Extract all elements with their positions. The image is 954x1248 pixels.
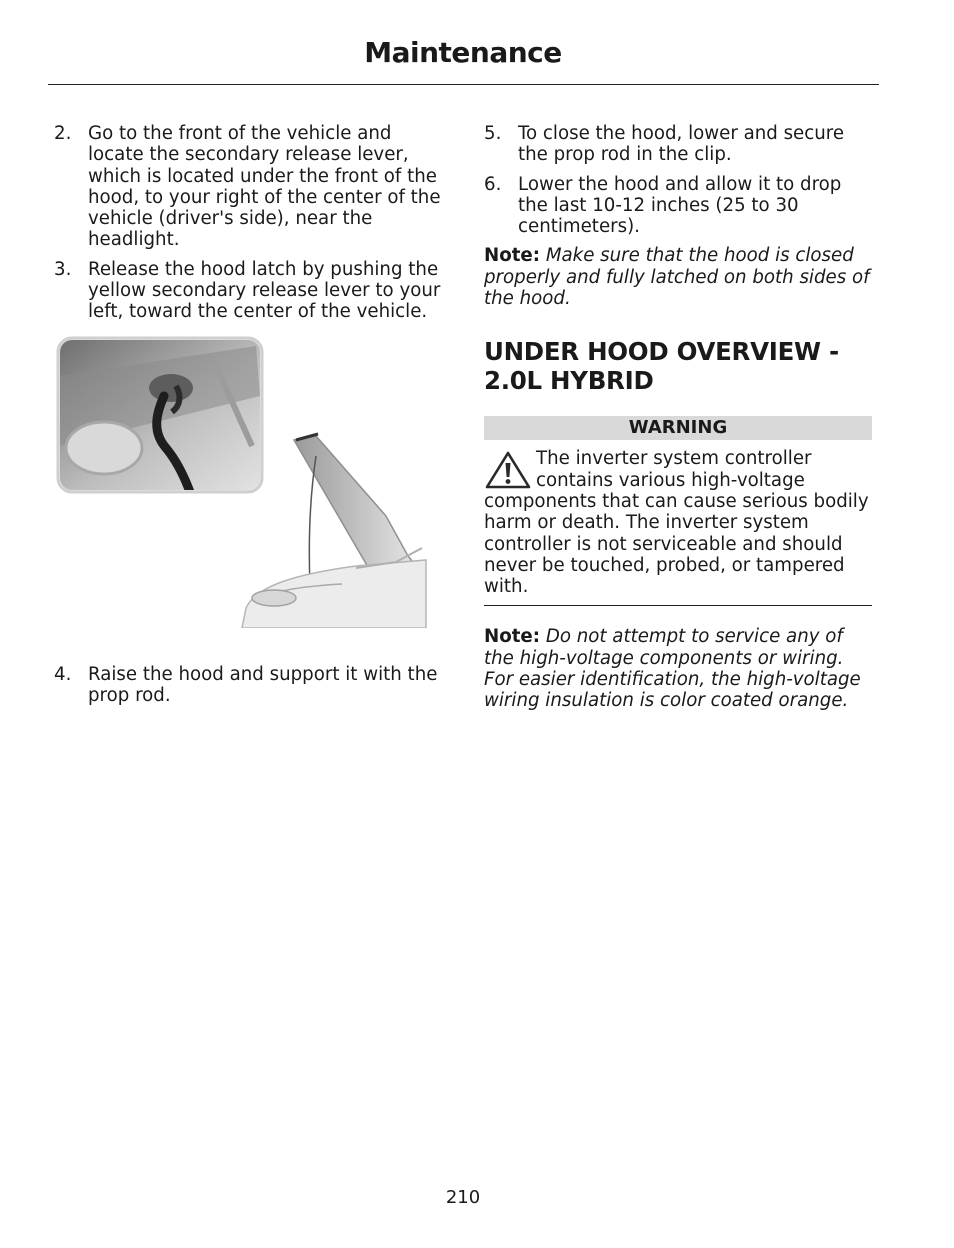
- page-number: 210: [445, 1187, 481, 1208]
- step-number: 4.: [54, 664, 72, 685]
- header-divider: [48, 84, 879, 85]
- note-text: Make sure that the hood is closed properly and fully latched on both sides of the hood.: [484, 245, 870, 310]
- step-text: Raise the hood and support it with the prop rod.: [88, 664, 438, 707]
- left-column: [54, 123, 446, 331]
- note-text: Do not attempt to service any of the high-voltage components or wiring. For easier identification, the high-voltage wiring insulation is color coated orange.: [484, 626, 861, 712]
- note-hood-latched: [484, 245, 876, 309]
- step-6: [484, 174, 876, 238]
- step-4: [54, 664, 446, 707]
- step-number: 3.: [54, 258, 72, 280]
- warning-body: [484, 448, 872, 597]
- right-column: [484, 123, 876, 712]
- warning-triangle-icon: [484, 450, 532, 490]
- step-number: 2.: [54, 123, 72, 144]
- step-text: To close the hood, lower and secure the prop rod in the clip.: [518, 123, 845, 166]
- note-label: Note:: [484, 626, 541, 648]
- warning-divider: [484, 605, 872, 606]
- hood-release-illustration: [56, 336, 428, 628]
- step-number: 5.: [484, 123, 502, 144]
- step-text: Release the hood latch by pushing the yellow secondary release lever to your left, toward the center of the vehicle.: [88, 258, 441, 323]
- step-text: Lower the hood and allow it to drop the last 10-12 inches (25 to 30 centimeters).: [518, 173, 842, 238]
- warning-header: WARNING: [484, 416, 872, 440]
- step-3: [54, 259, 446, 323]
- page-title: Maintenance: [364, 36, 562, 69]
- step-2: [54, 123, 446, 251]
- step-text: Go to the front of the vehicle and locate the secondary release lever, which is located under the front of the hood, to your right of the center of the vehicle (driver's side), near the headlight.: [88, 123, 441, 251]
- warning-text: The inverter system controller contains various high-voltage components that can cause serious bodily harm or death. The inverter system controller is not serviceable and should never be touched, probed, or tampered with.: [484, 448, 869, 598]
- step-5: [484, 123, 876, 166]
- section-heading: UNDER HOOD OVERVIEW - 2.0L HYBRID: [484, 337, 839, 396]
- note-label: Note:: [484, 245, 541, 267]
- left-column-lower: [54, 664, 446, 715]
- step-number: 6.: [484, 173, 502, 195]
- note-high-voltage: [484, 626, 876, 711]
